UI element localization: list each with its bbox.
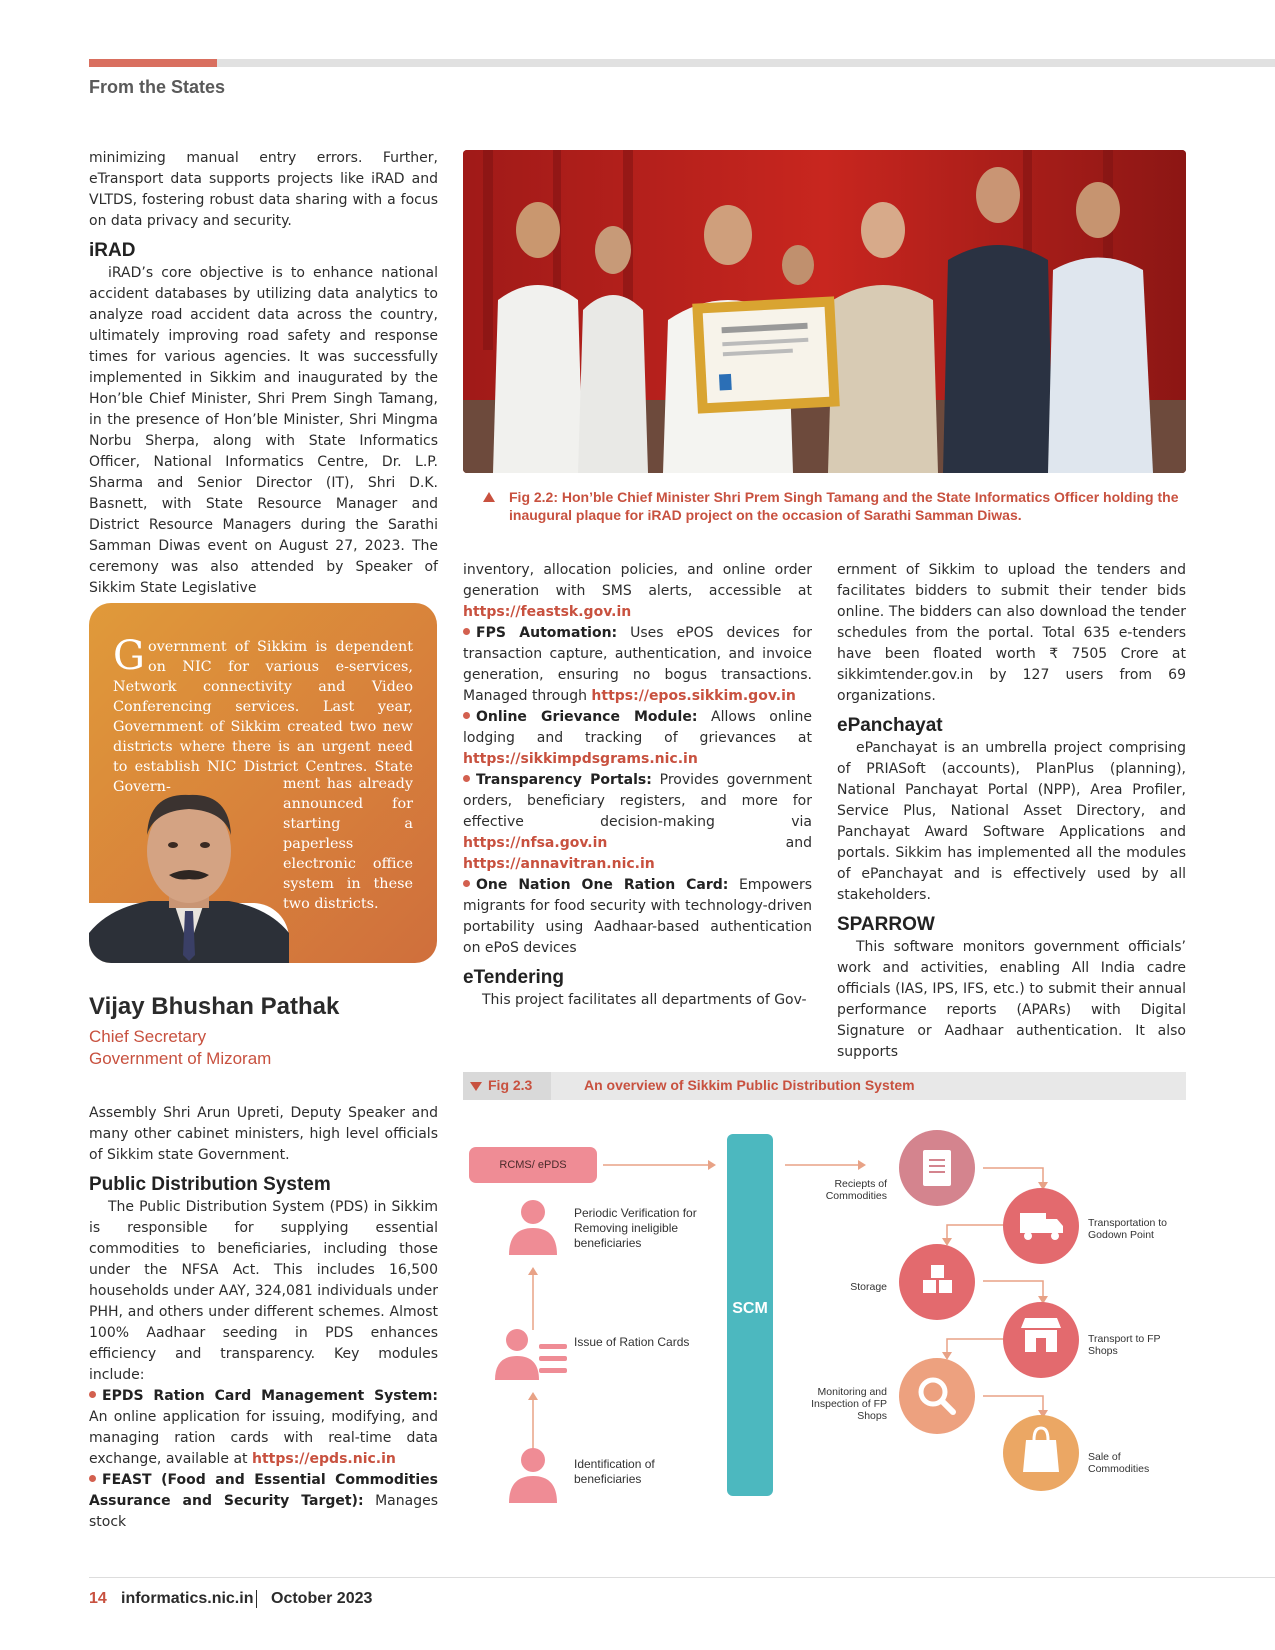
quote-text-top: Government of Sikkim is dependent on NIC for various e-services, Network connectivity and Video Conferencing services. Last year, Government of Sikkim created two new districts where there is an urgent need to establish NIC District Centres. State Govern- <box>113 633 413 795</box>
column-1-bottom <box>89 1103 438 1533</box>
storage-circle-icon <box>899 1244 975 1320</box>
epanchayat-paragraph: ePanchayat is an umbrella project comprising of PRIASoft (accounts), PlanPlus (planning), National Panchayat Portal (NPP), Area Profiler, Service Plus, National Asset Directory, and Panchayat Award Software Applications and portals. Sikkim has implemented all the modules of ePanchayat and is effectively used by all stakeholders. <box>837 740 1186 903</box>
sparrow-heading: SPARROW <box>837 914 935 935</box>
bullet-onorc: One Nation One Ration Card: Empowers migrants for food security with technology-driven portability using Aadhaar-based authentication on ePoS devices <box>463 877 813 956</box>
continued-paragraph: Assembly Shri Arun Upreti, Deputy Speaker and many other cabinet ministers, high level officials of Sikkim state Government. <box>89 1105 438 1163</box>
etendering-paragraph: This project facilitates all departments of Gov- <box>482 992 807 1008</box>
bullet-epds: EPDS Ration Card Management System: An online application for issuing, modifying, and managing ration cards with real-time data exchange, available at https://epds.nic.in <box>89 1388 438 1467</box>
link-epos[interactable]: https://epos.sikkim.gov.in <box>591 688 796 704</box>
etendering-continued: ernment of Sikkim to upload the tenders and facilitates bidders to submit their tender bids online. The bidders can also download the tender schedules from the portal. Total 635 e-tenders have been floated worth ₹ 7505 Crore at sikkimtender.gov.in by 127 users from 69 organizations. <box>837 562 1186 704</box>
irad-paragraph: iRAD’s core objective is to enhance national accident databases by utilizing data analytics to analyze road accident data across the country, ultimately improving road safety and response times for various agencies. It was successfully implemented in Sikkim and inaugurated by the Hon’ble Chief Minister, Shri Prem Singh Tamang, in the presence of Hon’ble Minister, Shri Mingma Norbu Sherpa, along with State Informatics Officer, National Informatics Centre, Dr. L.P. Sharma and Senior Director (IT), Shri D.K. Basnett, with State Resource Manager and District Resource Managers during the Sarathi Samman Diwas event on August 27, 2023. The ceremony was also attended by Speaker of Sikkim State Legislative <box>89 265 438 596</box>
label-sale: Sale of Commodities <box>1088 1451 1150 1475</box>
header-accent-bar <box>89 59 217 67</box>
column-1-top <box>89 148 438 599</box>
person-icon <box>509 1200 557 1255</box>
footer-divider <box>256 1590 257 1608</box>
sparrow-paragraph: This software monitors government officials’ work and activities, enabling All India cadre officials (IAS, IPS, IFS, etc.) to submit their annual performance reports (APARs) with Digital Signature or Aadhaar authentication. It also supports <box>837 939 1186 1060</box>
ration-card-icon <box>495 1329 567 1380</box>
person-name: Vijay Bhushan Pathak <box>89 993 340 1020</box>
figure-number: Fig 2.3 <box>488 1077 533 1093</box>
etendering-heading: eTendering <box>463 967 564 988</box>
photo-caption: Fig 2.2: Hon’ble Chief Minister Shri Prem Singh Tamang and the State Informatics Officer holding the inaugural plaque for iRAD project on the occasion of Sarathi Samman Diwas. <box>509 489 1179 523</box>
figure-title: An overview of Sikkim Public Distribution System <box>584 1077 915 1093</box>
column-3 <box>837 560 1186 1063</box>
photo-illustration <box>463 150 1186 473</box>
quote-dropcap: G <box>113 633 145 679</box>
page-number: 14 <box>89 1590 107 1607</box>
link-feastsk[interactable]: https://feastsk.gov.in <box>463 604 632 620</box>
figure-marker-icon <box>470 1082 482 1091</box>
quote-text-side: ment has already announced for starting a paperless electronic office system in these two districts. <box>283 776 413 912</box>
footer-date: October 2023 <box>271 1590 373 1607</box>
label-storage: Storage <box>850 1281 887 1293</box>
pds-heading: Public Distribution System <box>89 1174 331 1195</box>
label-transport-godown: Transportation to Godown Point <box>1088 1217 1167 1241</box>
label-periodic-verification: Periodic Verification for Removing ineligible beneficiaries <box>574 1206 697 1250</box>
header-rule <box>217 59 1275 67</box>
scm-bar: SCM <box>727 1134 773 1496</box>
rcms-box: RCMS/ ePDS <box>469 1147 597 1183</box>
inspection-circle-icon <box>899 1358 975 1434</box>
link-nfsa[interactable]: https://nfsa.gov.in <box>463 835 608 851</box>
portrait <box>89 783 289 963</box>
link-epds[interactable]: https://epds.nic.in <box>252 1451 396 1467</box>
label-issue-ration-cards: Issue of Ration Cards <box>574 1335 690 1349</box>
quote-box <box>89 603 437 963</box>
caption-marker-icon <box>483 492 495 502</box>
irad-heading: iRAD <box>89 240 136 261</box>
link-annavitran[interactable]: https://annavitran.nic.in <box>463 856 655 872</box>
section-label: From the States <box>89 77 226 97</box>
label-identification: Identification of beneficiaries <box>574 1457 655 1486</box>
intro-paragraph: minimizing manual entry errors. Further, eTransport data supports projects like iRAD and VLTDS, fostering robust data sharing with a focus on data privacy and security. <box>89 150 438 229</box>
column-2 <box>463 560 812 1011</box>
epanchayat-heading: ePanchayat <box>837 715 943 736</box>
bullet-feast: FEAST (Food and Essential Commodities Assurance and Security Target): Manages stock <box>89 1472 438 1530</box>
footer-rule <box>89 1577 1275 1578</box>
bullet-fps: FPS Automation: Uses ePOS devices for transaction capture, authentication, and invoice generation, ensuring no bogus transactions. Managed through https://epos.sikkim.gov.in <box>463 625 812 704</box>
person-role: Chief Secretary Government of Mizoram <box>89 1027 272 1068</box>
footer-site: informatics.nic.in <box>121 1590 254 1607</box>
label-receipts: Reciepts of Commodities <box>825 1178 887 1202</box>
bullet-transparency: Transparency Portals: Provides government orders, beneficiary registers, and more for effective decision-making via https://nfsa.gov.in and https://annavitran.nic.in <box>463 772 812 872</box>
ceremony-photo <box>463 150 1186 473</box>
label-monitoring: Monitoring and Inspection of FP Shops <box>811 1386 887 1422</box>
pds-paragraph: The Public Distribution System (PDS) in Sikkim is responsible for supplying essential commodities to beneficiaries, including those under the NFSA Act. This includes 16,500 households under AAY, 324,081 individuals under PHH, and others under different schemes. Almost 100% Aadhaar seeding in PDS enhances efficiency and transparency. Key modules include: <box>89 1199 438 1383</box>
feast-continued: inventory, allocation policies, and online order generation with SMS alerts, accessible at https://feastsk.gov.in <box>463 562 812 620</box>
label-transport-fp: Transport to FP Shops <box>1088 1333 1161 1357</box>
link-grams[interactable]: https://sikkimpdsgrams.nic.in <box>463 751 698 767</box>
bullet-grievance: Online Grievance Module: Allows online lodging and tracking of grievances at https://sikkimpdsgrams.nic.in <box>463 709 812 767</box>
beneficiary-icon <box>509 1448 557 1503</box>
